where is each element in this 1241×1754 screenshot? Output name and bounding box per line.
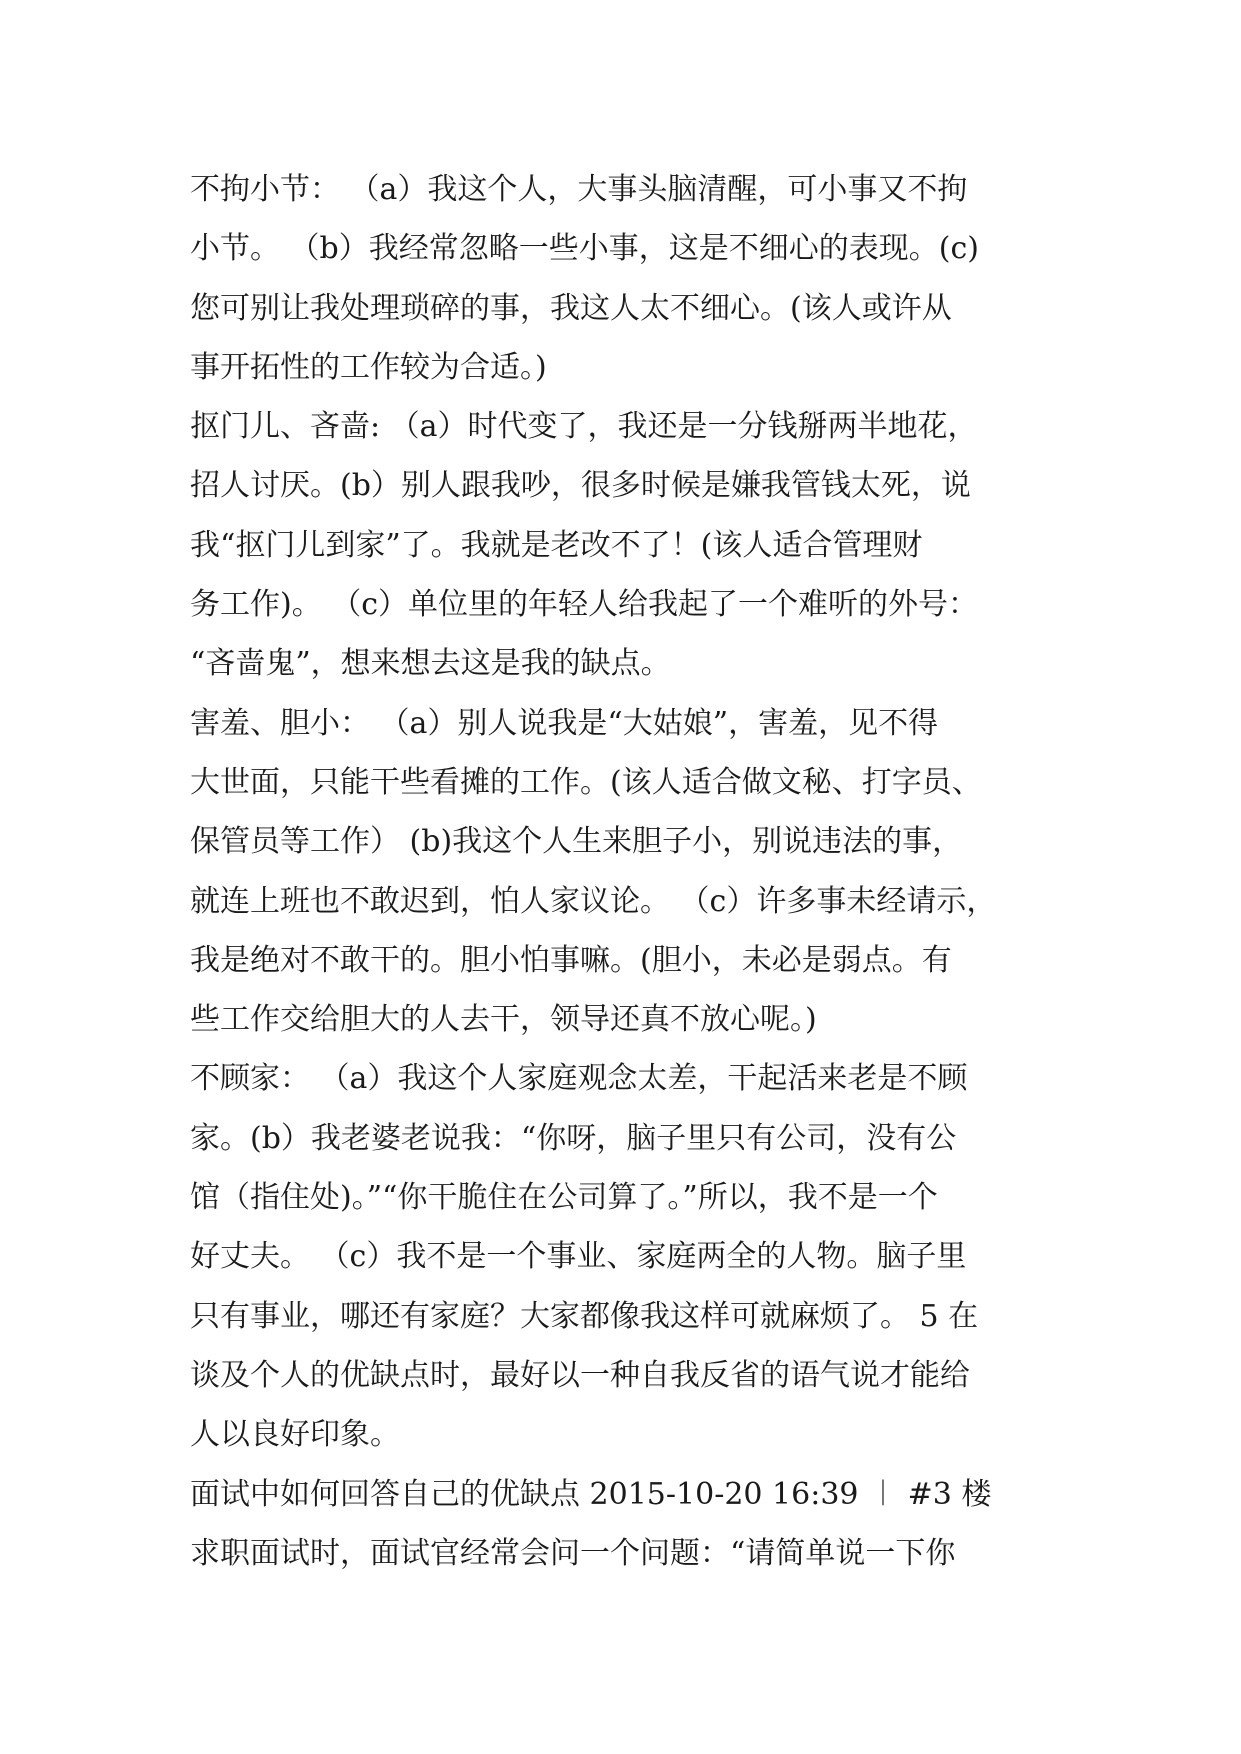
text-line: 求职面试时，面试官经常会问一个问题：“请简单说一下你 [190,1535,956,1571]
text-line: 谈及个人的优缺点时，最好以一种自我反省的语气说才能给 [190,1357,970,1393]
text-line: 人以良好印象。 [190,1417,400,1453]
text-line: 好丈夫。 （c）我不是一个事业、家庭两全的人物。脑子里 [190,1239,967,1275]
text-line: 小节。 （b）我经常忽略一些小事，这是不细心的表现。(c) [190,231,979,267]
text-line: “吝啬鬼”，想来想去这是我的缺点。 [190,646,671,682]
text-line: 不顾家： （a）我这个人家庭观念太差，干起活来老是不顾 [190,1061,968,1097]
text-line: 家。(b）我老婆老说我：“你呀，脑子里只有公司，没有公 [190,1120,957,1156]
text-line: 害羞、胆小： （a）别人说我是“大姑娘”，害羞，见不得 [190,705,939,741]
text-line: 我是绝对不敢干的。胆小怕事嘛。(胆小，未必是弱点。有 [190,942,952,978]
text-line: 我“抠门儿到家”了。我就是老改不了！(该人适合管理财 [190,527,923,563]
text-line: 只有事业，哪还有家庭？大家都像我这样可就麻烦了。 5 在 [190,1298,979,1334]
post-header-line: 面试中如何回答自己的优缺点 2015-10-20 16:39 ︱ #3 楼 [190,1476,992,1512]
body-text [190,160,1090,1583]
text-line: 抠门儿、吝啬: （a）时代变了，我还是一分钱掰两半地花， [190,409,978,445]
text-line: 就连上班也不敢迟到，怕人家议论。 （c）许多事未经请示， [190,883,997,919]
text-line: 馆（指住处)。”“你干脆住在公司算了。”所以，我不是一个 [190,1180,938,1216]
text-line: 保管员等工作） (b)我这个人生来胆子小，别说违法的事， [190,824,963,860]
text-line: 大世面，只能干些看摊的工作。(该人适合做文秘、打字员、 [190,764,982,800]
text-line: 您可别让我处理琐碎的事，我这人太不细心。(该人或许从 [190,290,952,326]
text-line: 些工作交给胆大的人去干，领导还真不放心呢。) [190,1002,817,1038]
text-line: 招人讨厌。(b）别人跟我吵，很多时候是嫌我管钱太死，说 [190,468,971,504]
text-line: 事开拓性的工作较为合适。) [190,349,547,385]
text-line: 不拘小节： （a）我这个人，大事头脑清醒，可小事又不拘 [190,172,968,207]
text-line: 务工作)。 （c）单位里的年轻人给我起了一个难听的外号： [190,587,979,623]
